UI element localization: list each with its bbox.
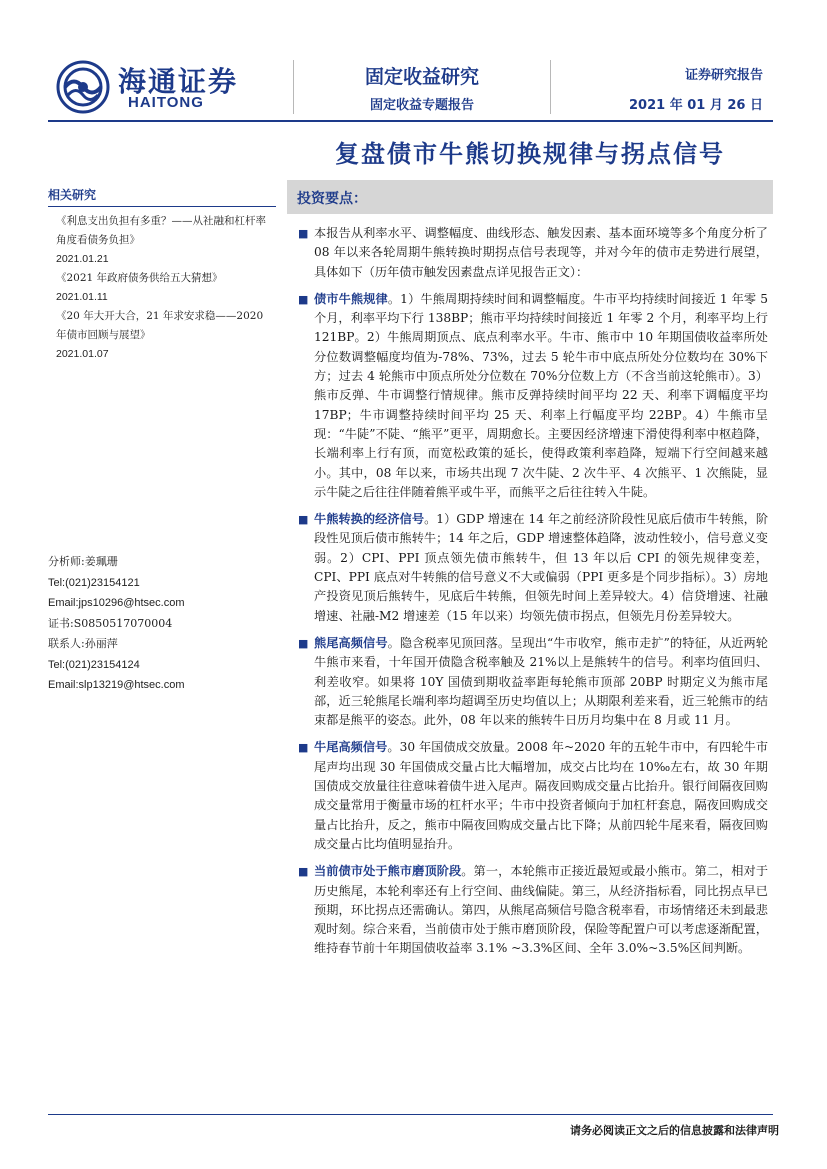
paragraph-lead: 当前债市处于熊市磨顶阶段 [314,864,462,879]
key-points-body [298,224,768,967]
contact-email[interactable]: Email:slp13219@htsec.com [48,679,185,691]
related-research-item[interactable]: 《利息支出负担有多重？——从社融和杠杆率角度看债务负担》 [56,215,266,246]
paragraph-text: 。1）牛熊周期持续时间和调整幅度。牛市平均持续时间接近 1 年零 5 个月，利率平均下行 138BP；熊市平均持续时间接近 1 年零 2 个月，利率平均上行 121BP。2）牛熊周期顶点、底点利率水平。牛市、熊市中 10 年期国债收益率所处分位数调整幅度均值为-78%、73%，过去 5 轮牛市中底点所处分位数均在 30%下方；过去 4 轮熊市中顶点所处分位数在 70%分位数上方（不含当前这轮熊市）。3）熊市反弹、牛市调整行情规律。熊市反弹持续时间平均 22 天、利率下调幅度平均 17BP；牛市调整持续时间平均 25 天、利率上行幅度平均 22BP。4）牛熊市呈现：“牛陡”不陡、“熊平”更平，周期愈长。主要因经济增速下滑使得利率中枢趋降，长端利率上行有顶，而宽松政策的延长，使得政策利率趋降，短端下行空间越来越小。其中，08 年以来，市场共出现 7 次牛陡、2 次牛平、4 次熊平、1 次熊陡，显示牛陡之后往往伴随着熊平或牛平，而熊平之后往往转入牛陡。 [314,291,768,499]
key-point-paragraph [298,224,768,282]
paragraph-lead: 牛尾高频信号 [314,740,388,755]
related-research-date: 2021.01.11 [56,291,108,303]
bullet-icon: ■ [298,292,309,306]
related-research-item[interactable]: 《20 年大开大合，21 年求安求稳——2020 年债市回顾与展望》 [56,310,264,341]
paragraph-text: 。隐含税率见顶回落。呈现出“牛市收窄，熊市走扩”的特征，从近两轮牛熊市来看，十年国开债隐含税率触及 21%以上是熊转牛的信号。利率均值回归、利差收窄。如果将 10Y 国债到期收益率距每轮熊市顶部 20BP 时期定义为熊市尾部，近三轮熊尾长端利率均超调至历史均值以上；从期限利差来看，近三轮熊市的结束都是熊平的姿态。此外，08 年以来的熊转牛日历月均集中在 8 月或 11 月。 [314,635,768,728]
paragraph-text: 。1）GDP 增速在 14 年之前经济阶段性见底后债市牛转熊，阶段性见顶后债市熊转牛；14 年之后，GDP 增速整体趋降，波动性较小，信号意义变弱。2）CPI、PPI 顶点领先债市熊转牛，但 13 年以后 CPI 的领先规律变差，CPI、PPI 底点对牛转熊的信号意义不大或偏弱（PPI 更多是个同步指标）。3）房地产投资见顶后熊转牛，见底后牛转熊，但领先时间上差异较大。4）信贷增速、社融增速、社融-M2 增速差（15 年以来）均领先债市拐点，但领先月份差异较大。 [314,512,769,623]
footer-rule [48,1114,773,1115]
bullet-icon: ■ [298,865,309,879]
analyst-tel: Tel:(021)23154121 [48,576,140,589]
key-point-paragraph [298,862,768,958]
analyst-cert: 证书:S0850517070004 [48,616,173,630]
page-title: 复盘债市牛熊切换规律与拐点信号 [335,139,725,168]
logo-chinese-name: 海通证券 [118,65,239,98]
key-point-paragraph [298,738,768,854]
analyst-name: 分析师:姜珮珊 [48,555,118,568]
report-category: 固定收益研究 [364,66,479,88]
header-divider [550,60,551,114]
related-research-heading: 相关研究 [48,186,276,207]
key-point-paragraph [298,510,768,626]
header-rule [48,120,773,122]
haitong-logo [56,58,251,114]
paragraph-lead: 牛熊转换的经济信号 [314,512,425,527]
bullet-icon: ■ [298,636,309,650]
key-point-paragraph [298,634,768,730]
report-subcategory: 固定收益专题报告 [369,98,474,113]
bullet-icon: ■ [298,741,309,755]
paragraph-text: 本报告从利率水平、调整幅度、曲线形态、触发因素、基本面环境等多个角度分析了 08 年以来各轮周期牛熊转换时期拐点信号表现等，并对今年的债市走势进行展望，具体如下（历年债市触发因素盘点详见报告正文）： [314,226,768,279]
bullet-icon: ■ [298,513,309,527]
bullet-icon: ■ [298,227,309,240]
related-research [48,186,276,364]
key-point-paragraph [298,290,768,502]
related-research-date: 2021.01.21 [56,253,109,265]
key-points-band [287,180,773,214]
contact-person: 联系人:孙丽萍 [48,637,118,650]
related-research-list [48,212,276,364]
logo-english-name: HAITONG [128,94,204,111]
paragraph-lead: 熊尾高频信号 [314,635,388,650]
report-date: 2021 年 01 月 26 日 [629,98,763,113]
key-points-heading: 投资要点： [297,191,367,207]
paragraph-text: 。第一，本轮熊市正接近最短或最小熊市。第二，相对于历史熊尾，本轮利率还有上行空间、曲线偏陡。第三，从经济指标看，同比拐点早已预期，环比拐点还需确认。第四，从熊尾高频信号隐含税率看，市场情绪还未到最悲观时刻。综合来看，当前债市处于熊市磨顶阶段，保险等配置户可以考虑逐渐配置，维持春节前十年期国债收益率 3.1% ~3.3%区间、全年 3.0%~3.5%区间判断。 [314,864,769,956]
haitong-emblem-icon [56,60,110,114]
paragraph-lead: 债市牛熊规律 [314,291,388,306]
related-research-item[interactable]: 《2021 年政府债务供给五大猜想》 [56,272,223,284]
analyst-email[interactable]: Email:jps10296@htsec.com [48,597,185,609]
contact-tel: Tel:(021)23154124 [48,658,140,671]
analyst-contact [48,552,276,696]
related-research-date: 2021.01.07 [56,348,109,360]
paragraph-text: 。30 年国债成交放量。2008 年~2020 年的五轮牛市中，有四轮牛市尾声均出现 30 年国债成交量占比大幅增加，成交占比均在 10‰左右，故 30 年期国债成交放量往往意味着债牛进入尾声。隔夜回购成交量占比抬升。银行间隔夜回购成交量常用于衡量市场的杠杆水平；牛市中投资者倾向于加杠杆套息，隔夜回购成交量占比抬升，反之，熊市中隔夜回购成交量占比下降；从前四轮牛尾来看，隔夜回购成交量占比均值明显抬升。 [314,740,769,851]
report-type: 证券研究报告 [684,68,763,83]
footer-disclaimer: 请务必阅读正文之后的信息披露和法律声明 [570,1124,779,1137]
